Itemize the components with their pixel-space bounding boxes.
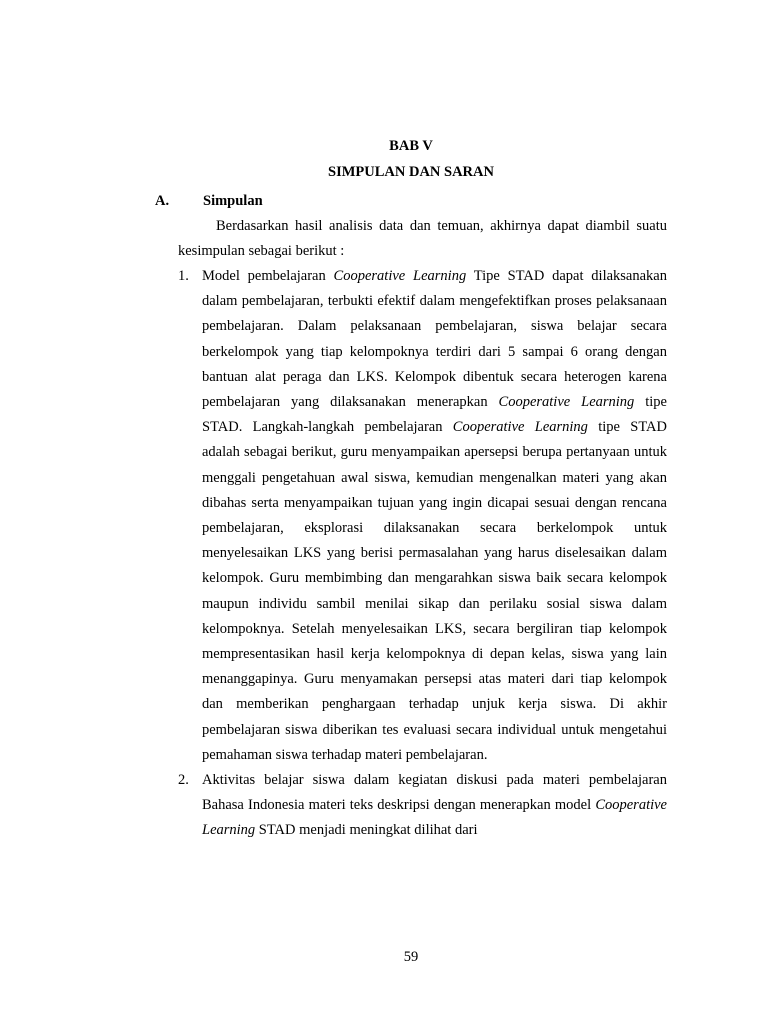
text-segment: Model pembelajaran [202, 268, 334, 284]
section-letter: A. [155, 193, 170, 209]
chapter-label: BAB V [389, 138, 433, 154]
list-number: 1. [178, 268, 189, 284]
conclusion-list [178, 264, 667, 844]
text-segment: STAD menjadi meningkat dilihat dari [255, 822, 478, 839]
list-item [178, 264, 667, 768]
text-segment: Aktivitas belajar siswa dalam kegiatan diskusi pada materi pembelajaran Bahasa Indonesia materi teks deskripsi dengan menerapkan model [202, 772, 667, 814]
intro-paragraph [178, 214, 667, 264]
italic-term: Cooperative Learning [333, 268, 467, 284]
chapter-title: SIMPULAN DAN SARAN [328, 164, 494, 180]
list-number: 2. [178, 772, 189, 789]
text-segment: Tipe STAD dapat dilaksanakan dalam pembelajaran, terbukti efektif dalam mengefektifkan proses pelaksanaan pembelajaran. Dalam pelaksanaan pembelajaran, siswa belajar secara berkelompok yang tiap kelompoknya terdiri dari 5 sampai 6 orang dengan bantuan alat peraga dan LKS. Kelompok dibentuk secara heterogen karena pembelajaran yang dilaksanakan menerapkan [202, 268, 667, 411]
list-item-text [202, 772, 667, 838]
list-item-text [202, 268, 667, 763]
italic-term: Cooperative Learning [498, 394, 635, 411]
section-title: Simpulan [203, 193, 263, 209]
section-heading [155, 192, 263, 210]
list-item [178, 768, 667, 844]
text-segment: tipe STAD. Langkah-langkah pembelajaran [202, 394, 667, 436]
intro-text: Berdasarkan hasil analisis data dan temuan, akhirnya dapat diambil suatu kesimpulan sebagai berikut : [178, 218, 667, 260]
page-number: 59 [403, 949, 419, 965]
italic-term: Cooperative Learning [452, 419, 588, 436]
italic-term: Cooperative Learning [202, 797, 667, 839]
text-segment: tipe STAD adalah sebagai berikut, guru menyampaikan apersepsi berupa pertanyaan untuk menggali pengetahuan awal siswa, kemudian mengenalkan materi yang akan dibahas serta menyampaikan tujuan yang ingin dicapai sesuai dengan rencana pembelajaran, eksplorasi dilaksanakan secara berkelompok untuk menyelesaikan LKS yang berisi permasalahan yang harus diselesaikan dalam kelompok. Guru membimbing dan mengarahkan siswa baik secara kelompok maupun individu sambil menilai sikap dan perilaku sosial siswa dalam kelompoknya. Setelah menyelesaikan LKS, secara bergiliran tiap kelompok mempresentasikan hasil kerja kelompoknya di depan kelas, siswa yang lain menanggapinya. Guru menyamakan persepsi atas materi dari tiap kelompok dan memberikan penghargaan terhadap unjuk kerja siswa. Di akhir pembelajaran siswa diberikan tes evaluasi secara individual untuk mengetahui pemahaman siswa terhadap materi pembelajaran. [202, 419, 667, 763]
